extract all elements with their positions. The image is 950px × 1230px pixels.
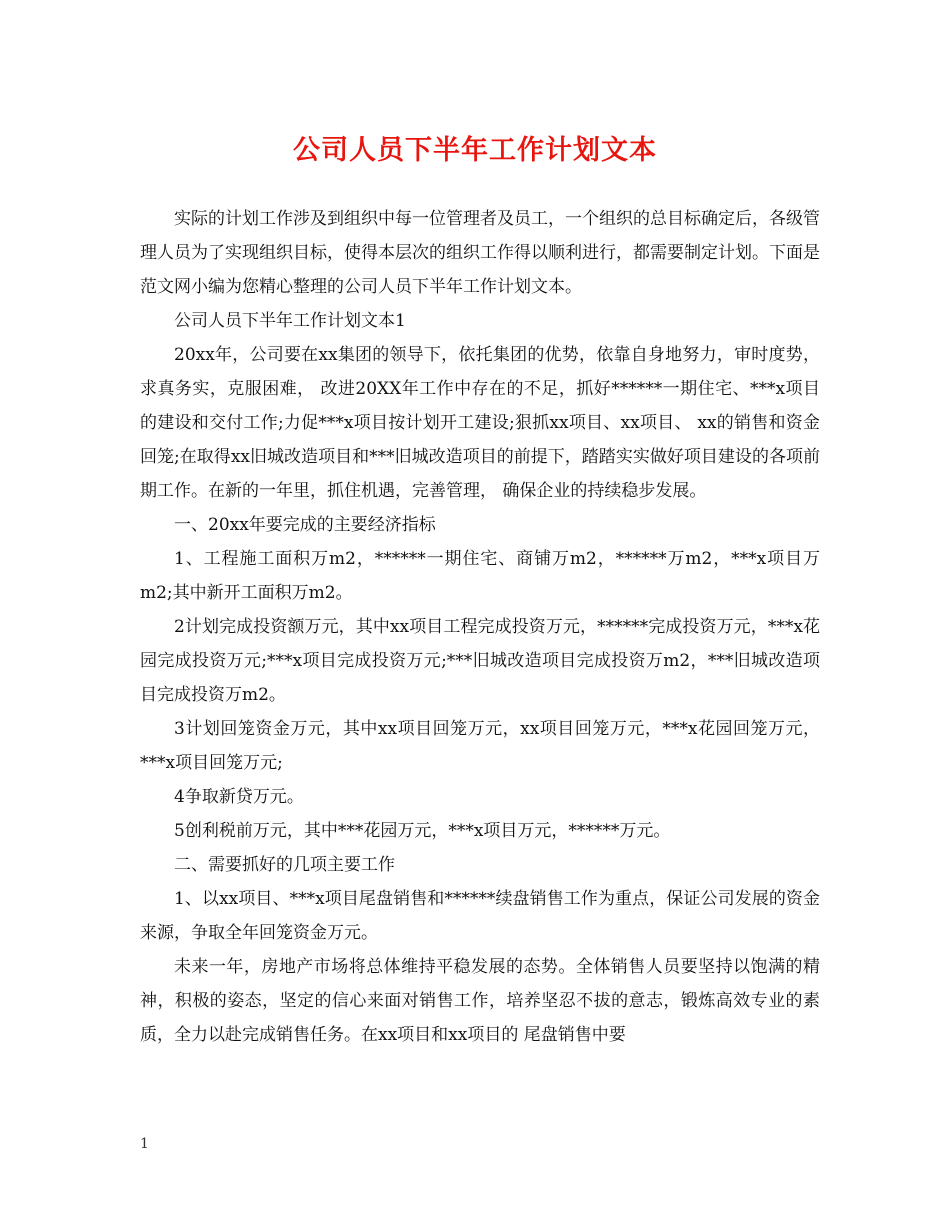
paragraph: 1、以xx项目、***x项目尾盘销售和******续盘销售工作为重点，保证公司发展的资金来源，争取全年回笼资金万元。	[140, 889, 820, 943]
document-title: 公司人员下半年工作计划文本	[293, 135, 657, 166]
paragraph: 实际的计划工作涉及到组织中每一位管理者及员工，一个组织的总目标确定后，各级管理人员为了实现组织目标，使得本层次的组织工作得以顺利进行，都需要制定计划。下面是范文网小编为您精心整理的公司人员下半年工作计划文本。	[140, 209, 820, 297]
paragraph: 未来一年，房地产市场将总体维持平稳发展的态势。全体销售人员要坚持以饱满的精神，积极的姿态，坚定的信心来面对销售工作，培养坚忍不拔的意志，锻炼高效专业的素质，全力以赴完成销售任务。在xx项目和xx项目的 尾盘销售中要	[140, 957, 820, 1045]
paragraph: 3计划回笼资金万元，其中xx项目回笼万元，xx项目回笼万元，***x花园回笼万元，***x项目回笼万元;	[140, 719, 820, 773]
page-number: 1	[140, 1136, 149, 1152]
paragraph: 2计划完成投资额万元，其中xx项目工程完成投资万元，******完成投资万元，***x花园完成投资万元;***x项目完成投资万元;***旧城改造项目完成投资万m2，***旧城改造项目完成投资万m2。	[140, 617, 820, 705]
paragraph: 4争取新贷万元。	[174, 787, 304, 807]
paragraph: 1、工程施工面积万m2，******一期住宅、商铺万m2，******万m2，***x项目万m2;其中新开工面积万m2。	[140, 549, 820, 603]
section-heading: 二、需要抓好的几项主要工作	[174, 855, 395, 875]
paragraph: 20xx年，公司要在xx集团的领导下，依托集团的优势，依靠自身地努力，审时度势，求真务实，克服困难， 改进20XX年工作中存在的不足，抓好******一期住宅、***x项目的建设和交付工作;力促***x项目按计划开工建设;狠抓xx项目、xx项目、 xx的销售和资金回笼;在取得xx旧城改造项目和***旧城改造项目的前提下，踏踏实实做好项目建设的各项前期工作。在新的一年里，抓住机遇，完善管理， 确保企业的持续稳步发展。	[140, 345, 820, 501]
section-heading: 公司人员下半年工作计划文本1	[174, 311, 406, 331]
document-body	[140, 202, 820, 1052]
section-heading: 一、20xx年要完成的主要经济指标	[174, 515, 436, 535]
paragraph: 5创利税前万元，其中***花园万元，***x项目万元，******万元。	[174, 821, 671, 841]
